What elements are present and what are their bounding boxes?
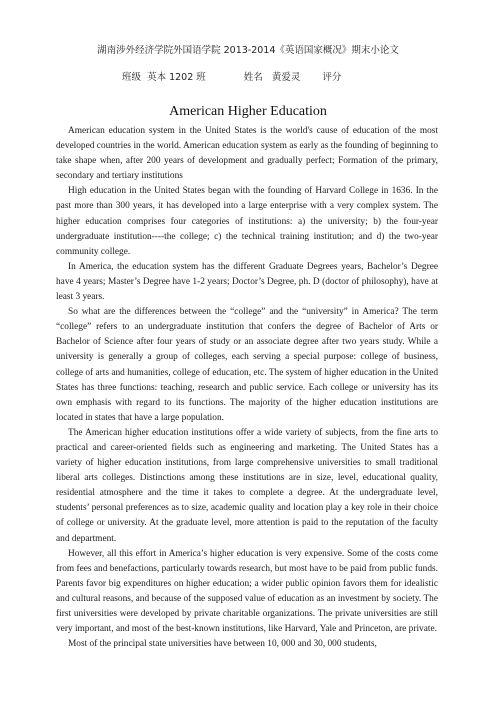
score-label: 评分 [322, 72, 342, 83]
class-label: 班级 [122, 72, 142, 83]
paragraph: However, all this effort in America’s higher education is very expensive. Some of the costs come from fees and benefactions, particularly towards research, but most have to be paid from public funds. Parents favor big expenditures on higher education; a wider public opinion favors them for idealistic and cultural reasons, and because of the supposed value of education as an investment by society. The first universities were developed by private charitable organizations. The private universities are still very important, and most of the best-known institutions, like Harvard, Yale and Princeton, are private. [56, 548, 438, 635]
paragraph: The American higher education institutions offer a wide variety of subjects, from the fine arts to practical and career-oriented fields such as engineering and marketing. The United States has a variety of higher education institutions, from large comprehensive universities to small traditional liberal arts colleges. Distinctions among these institutions are in size, level, educational quality, residential atmosphere and the time it takes to complete a degree. At the undergraduate level, students’ personal preferences as to size, academic quality and location play a key role in their choice of college or university. At the graduate level, more attention is paid to the reputation of the faculty and department. [56, 427, 438, 544]
course-header: 湖南涉外经济学院外国语学院 2013-2014《英语国家概况》期末小论文 [97, 45, 399, 56]
essay-title: American Higher Education [169, 104, 327, 119]
paragraph: High education in the United States began with the founding of Harvard College in 1636. In the past more than 300 years, it has developed into a large enterprise with a very complex system. The higher education comprises four categories of institutions: a) the university; b) the four-year undergraduate institution----the college; c) the technical training institution; and d) the two-year community college. [56, 186, 438, 257]
name-value: 黄爱灵 [271, 72, 301, 83]
essay-body [56, 124, 438, 652]
name-label: 姓名 [243, 72, 263, 83]
paragraph: So what are the differences between the “college” and the “university” in America? The term “college” refers to an undergraduate institution that confers the degree of Bachelor of Arts or Bachelor of Science after four years of study or an associate degree after two years study. While a university is generally a group of colleges, each serving a special purpose: college of business, college of arts and humanities, college of education, etc. The system of higher education in the United States has three functions: teaching, research and public service. Each college or university has its own emphasis with regard to its functions. The majority of the higher education institutions are located in states that have a large population. [56, 307, 438, 423]
student-info-line [122, 69, 442, 83]
paragraph: In America, the education system has the different Graduate Degrees years, Bachelor’s Degree have 4 years; Master’s Degree have 1-2 years; Doctor’s Degree, ph. D (doctor of philosophy), have at least 3 years. [56, 261, 438, 303]
class-value: 英本 1202 班 [147, 72, 206, 83]
paragraph: American education system in the United States is the world's cause of education of the most developed countries in the world. American education system as early as the founding of beginning to take shape when, after 200 years of development and gradually perfect; Formation of the primary, secondary and tertiary institutions [56, 126, 438, 182]
paragraph: Most of the principal state universities have between 10, 000 and 30, 000 students, [68, 639, 377, 650]
